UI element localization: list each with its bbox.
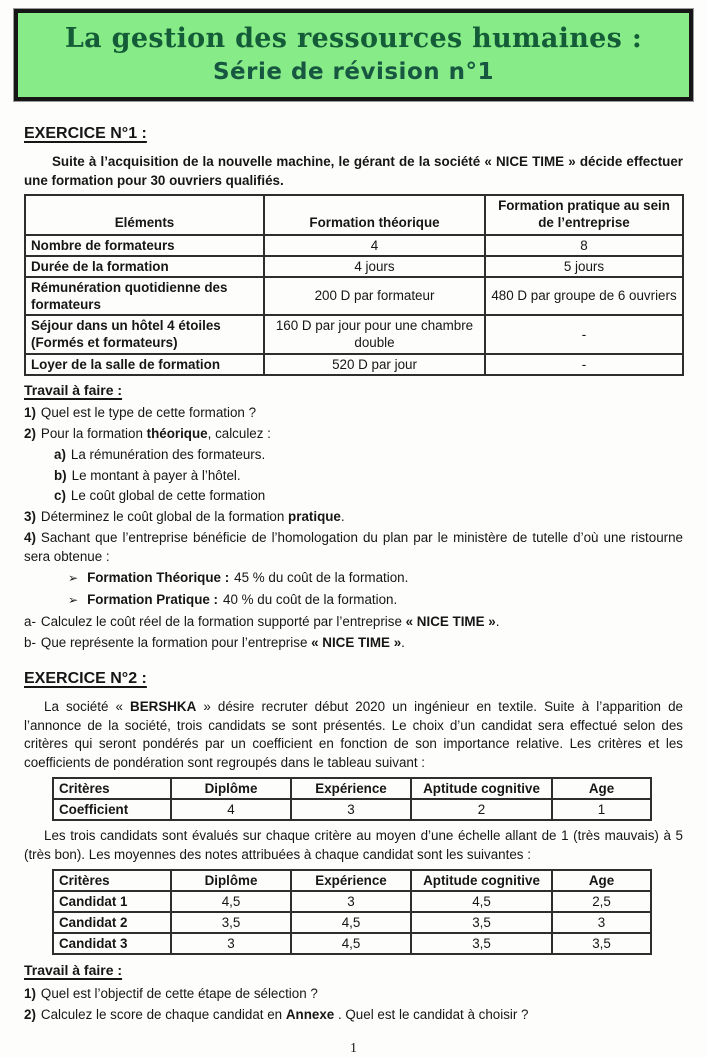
question-letter: b) [54,468,67,483]
question-letter: a) [54,447,66,462]
document-title: La gestion des ressources humaines : [22,22,685,56]
row-label: Candidat 3 [53,933,171,954]
exercise1-question-4b [24,634,683,653]
column-header: Aptitude cognitive [411,870,552,891]
question-text: Calculez le coût réel de la formation supporté par l’entreprise [41,614,406,629]
column-header: Age [552,870,651,891]
table-row [53,912,651,933]
intro-text-bold: BERSHKA [130,699,196,714]
exercise1-question-4a [24,613,683,632]
row-label: Candidat 1 [53,891,171,912]
table-cell: 520 D par jour [264,354,485,375]
arrow-bullet-icon: ➢ [68,593,78,607]
table-row [53,799,651,820]
exercise1-question-2 [24,425,683,444]
exercise1-question-3 [24,508,683,527]
table-row [53,891,651,912]
table-cell: 200 D par formateur [264,277,485,315]
exercise1-question-4 [24,529,683,567]
table-cell: 4,5 [291,933,411,954]
question-text: Calculez le score de chaque candidat en [41,1007,286,1022]
question-text-bold: théorique [147,426,208,441]
table-cell: 3,5 [171,912,291,933]
table-row [25,256,683,277]
bullet-text: 40 % du coût de la formation. [223,592,397,607]
table-row [25,315,683,353]
question-text-bold: « NICE TIME » [311,635,401,650]
exercise1-table [24,194,684,375]
intro-text: La société « [44,699,130,714]
table-header-row [53,778,651,799]
question-number: 3) [24,509,36,524]
bullet-label: Formation Pratique : [87,592,218,607]
question-number: 1) [24,986,36,1001]
table-cell: 4 jours [264,256,485,277]
table-cell: 3 [552,912,651,933]
row-label: Candidat 2 [53,912,171,933]
table-row [53,933,651,954]
column-header: Eléments [25,195,264,234]
question-number: 2) [24,426,36,441]
question-text-bold: pratique [288,509,341,524]
question-text: . [341,509,345,524]
question-text: Le coût global de cette formation [71,488,265,503]
table-cell: 4 [171,799,291,820]
list-item [24,569,683,588]
question-text: Sachant que l’entreprise bénéficie de l’homologation du plan par le ministère de tutelle d’où une ristourne sera obtenue : [24,530,683,564]
table-header-row [53,870,651,891]
document-content [0,101,707,1058]
column-header: Age [552,778,651,799]
question-letter: c) [54,488,66,503]
question-text: . Quel est le candidat à choisir ? [334,1007,528,1022]
table-row [25,354,683,375]
column-header: Expérience [291,778,411,799]
table-cell: 1 [552,799,651,820]
table-row [25,235,683,256]
table-cell: - [485,315,683,353]
table-cell: 5 jours [485,256,683,277]
document-subtitle: Série de révision n°1 [22,59,685,87]
column-header: Expérience [291,870,411,891]
table-cell: 4,5 [411,891,552,912]
intro-text: » désire recruter début 2020 un ingénieur en textile. Suite à l’apparition de l’annonce de la société, trois candidats se sont présentés. Le choix d’un candidat sera effectué selon des critères qui seront pondérés par un coefficient en fonction de son importance relative. Les critères et les coefficients de pondération sont regroupés dans le tableau suivant : [24,699,683,770]
table-cell: 3,5 [411,933,552,954]
title-banner [14,9,693,101]
question-letter: a- [24,614,36,629]
row-label: Séjour dans un hôtel 4 étoiles (Formés et formateurs) [25,315,264,353]
question-text: La rémunération des formateurs. [71,447,265,462]
exercise1-work-heading: Travail à faire : [24,381,683,401]
question-text: Quel est le type de cette formation ? [41,405,256,420]
exercise1-question-2a [24,446,683,465]
exercise2-question-2 [24,1006,683,1025]
question-text: . [496,614,500,629]
question-number: 4) [24,530,36,545]
table-cell: 8 [485,235,683,256]
table-cell: 2,5 [552,891,651,912]
table-row [25,277,683,315]
table-cell: 3,5 [552,933,651,954]
question-text: , calculez : [208,426,271,441]
list-item [24,591,683,610]
question-text: Que représente la formation pour l’entreprise [41,635,311,650]
table-cell: 3,5 [411,912,552,933]
table-cell: - [485,354,683,375]
table-cell: 3 [171,933,291,954]
arrow-bullet-icon: ➢ [68,571,78,585]
question-text: Déterminez le coût global de la formation [41,509,288,524]
table-cell: 4,5 [171,891,291,912]
column-header: Formation pratique au sein de l’entreprise [485,195,683,234]
row-label: Nombre de formateurs [25,235,264,256]
exercise1-question-2b [24,467,683,486]
table-cell: 480 D par groupe de 6 ouvriers [485,277,683,315]
table-header-row [25,195,683,234]
exercise1-intro: Suite à l’acquisition de la nouvelle machine, le gérant de la société « NICE TIME » décide effectuer une formation pour 30 ouvriers qualifiés. [24,153,683,191]
page-number: 1 [24,1039,683,1058]
question-number: 2) [24,1007,36,1022]
column-header: Critères [53,870,171,891]
exercise2-criteria-table [52,777,652,821]
table-cell: 4,5 [291,912,411,933]
column-header: Diplôme [171,778,291,799]
table-cell: 3 [291,891,411,912]
exercise1-question-2c [24,487,683,506]
question-text-bold: « NICE TIME » [406,614,496,629]
table-cell: 160 D par jour pour une chambre double [264,315,485,353]
bullet-text: 45 % du coût de la formation. [234,570,408,585]
exercise2-work-heading: Travail à faire : [24,961,683,981]
table-cell: 2 [411,799,552,820]
row-label: Loyer de la salle de formation [25,354,264,375]
table-cell: 3 [291,799,411,820]
bullet-label: Formation Théorique : [87,570,229,585]
row-label: Coefficient [53,799,171,820]
exercise2-heading: EXERCICE N°2 : [24,668,683,690]
exercise2-question-1 [24,985,683,1004]
question-text: Pour la formation [41,426,147,441]
exercise1-heading: EXERCICE N°1 : [24,123,683,145]
column-header: Diplôme [171,870,291,891]
question-number: 1) [24,405,36,420]
column-header: Aptitude cognitive [411,778,552,799]
row-label: Rémunération quotidienne des formateurs [25,277,264,315]
question-letter: b- [24,635,36,650]
exercise2-intro [24,698,683,773]
exercise2-candidates-table [52,869,652,956]
row-label: Durée de la formation [25,256,264,277]
question-text: Le montant à payer à l’hôtel. [72,468,241,483]
exercise1-question-1 [24,404,683,423]
column-header: Critères [53,778,171,799]
exercise2-scale-paragraph: Les trois candidats sont évalués sur chaque critère au moyen d’une échelle allant de 1 (très mauvais) à 5 (très bon). Les moyennes des notes attribuées à chaque candidat sont les suivantes : [24,827,683,865]
question-text: . [401,635,405,650]
document-page [0,9,707,969]
column-header: Formation théorique [264,195,485,234]
question-text: Quel est l’objectif de cette étape de sélection ? [41,986,318,1001]
question-text-bold: Annexe [286,1007,334,1022]
table-cell: 4 [264,235,485,256]
